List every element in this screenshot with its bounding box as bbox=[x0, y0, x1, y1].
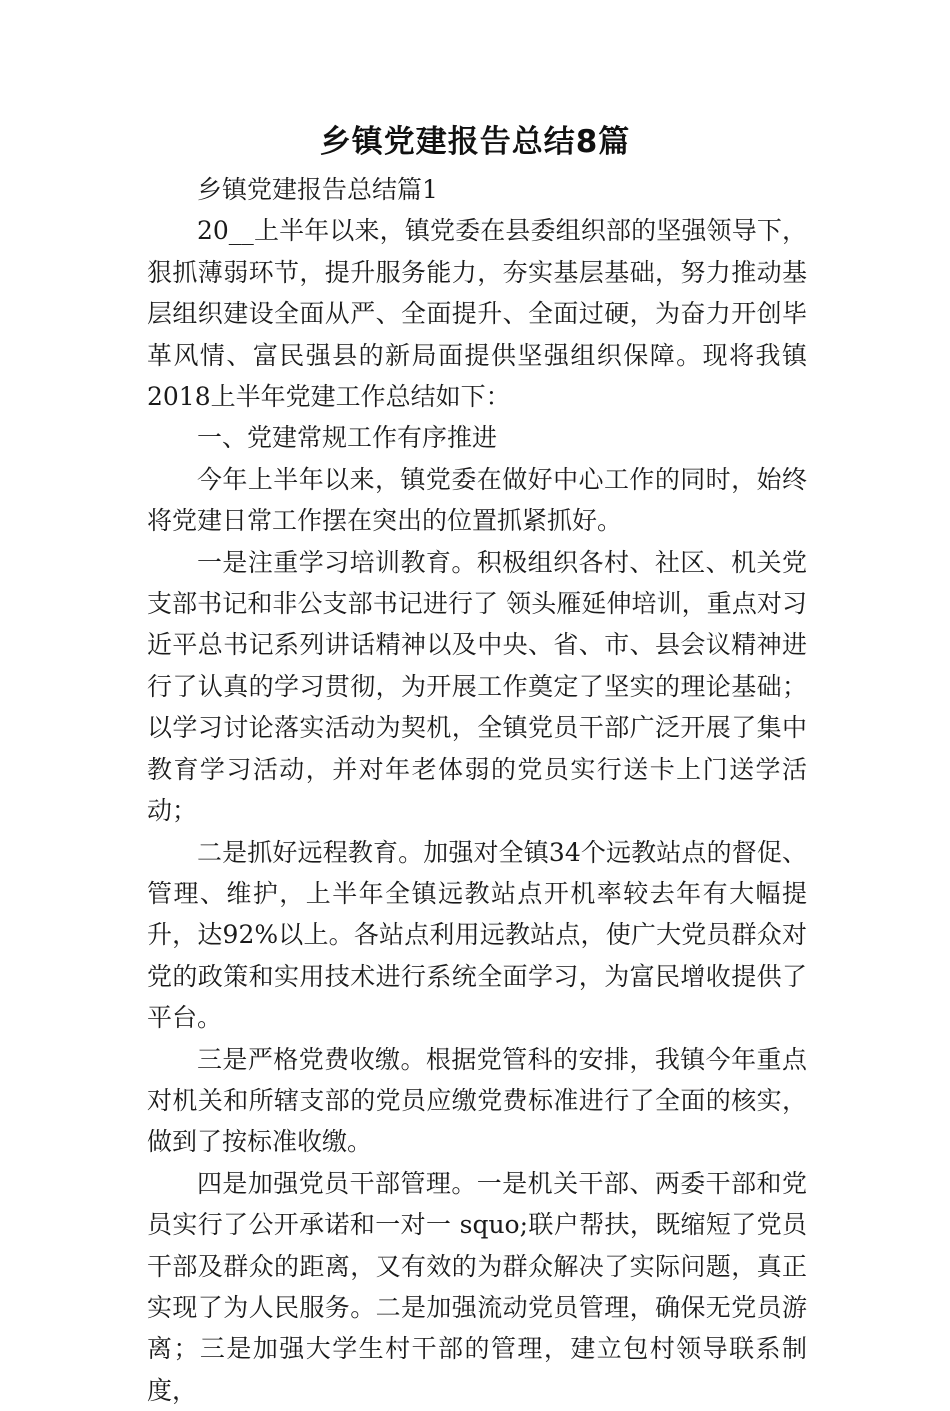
document-title: 乡镇党建报告总结8篇 bbox=[319, 124, 631, 160]
paragraph: 二是抓好远程教育。加强对全镇34个远教站点的督促、管理、维护，上半年全镇远教站点开机率较去年有大幅提升，达92%以上。各站点利用远教站点，使广大党员群众对党的政策和实用技术进行系统全面学习，为富民增收提供了平台。 bbox=[147, 837, 807, 1033]
section-heading: 一、党建常规工作有序推进 bbox=[197, 423, 498, 453]
document-body bbox=[147, 169, 807, 1411]
paragraph: 三是严格党费收缴。根据党管科的安排，我镇今年重点对机关和所辖支部的党员应缴党费标准进行了全面的核实，做到了按标准收缴。 bbox=[147, 1044, 807, 1157]
paragraph: 一是注重学习培训教育。积极组织各村、社区、机关党支部书记和非公支部书记进行了 领头雁延伸培训，重点对习近平总书记系列讲话精神以及中央、省、市、县会议精神进行了认真的学习贯彻，为开展工作奠定了坚实的理论基础；以学习讨论落实活动为契机，全镇党员干部广泛开展了集中教育学习活动，并对年老体弱的党员实行送卡上门送学活动； bbox=[147, 547, 807, 826]
section-heading: 乡镇党建报告总结篇1 bbox=[197, 175, 438, 204]
paragraph: 四是加强党员干部管理。一是机关干部、两委干部和党员实行了公开承诺和一对一 squo;联户帮扶，既缩短了党员干部及群众的距离，又有效的为群众解决了实际问题，真正实现了为人民服务。二是加强流动党员管理，确保无党员游离；三是加强大学生村干部的管理，建立包村领导联系制度， bbox=[147, 1168, 807, 1405]
paragraph: 20__上半年以来，镇党委在县委组织部的坚强领导下，狠抓薄弱环节，提升服务能力，夯实基层基础，努力推动基层组织建设全面从严、全面提升、全面过硬，为奋力开创毕革风情、富民强县的新局面提供坚强组织保障。现将我镇2018上半年党建工作总结如下： bbox=[147, 216, 807, 412]
paragraph: 今年上半年以来，镇党委在做好中心工作的同时，始终将党建日常工作摆在突出的位置抓紧抓好。 bbox=[147, 464, 807, 536]
